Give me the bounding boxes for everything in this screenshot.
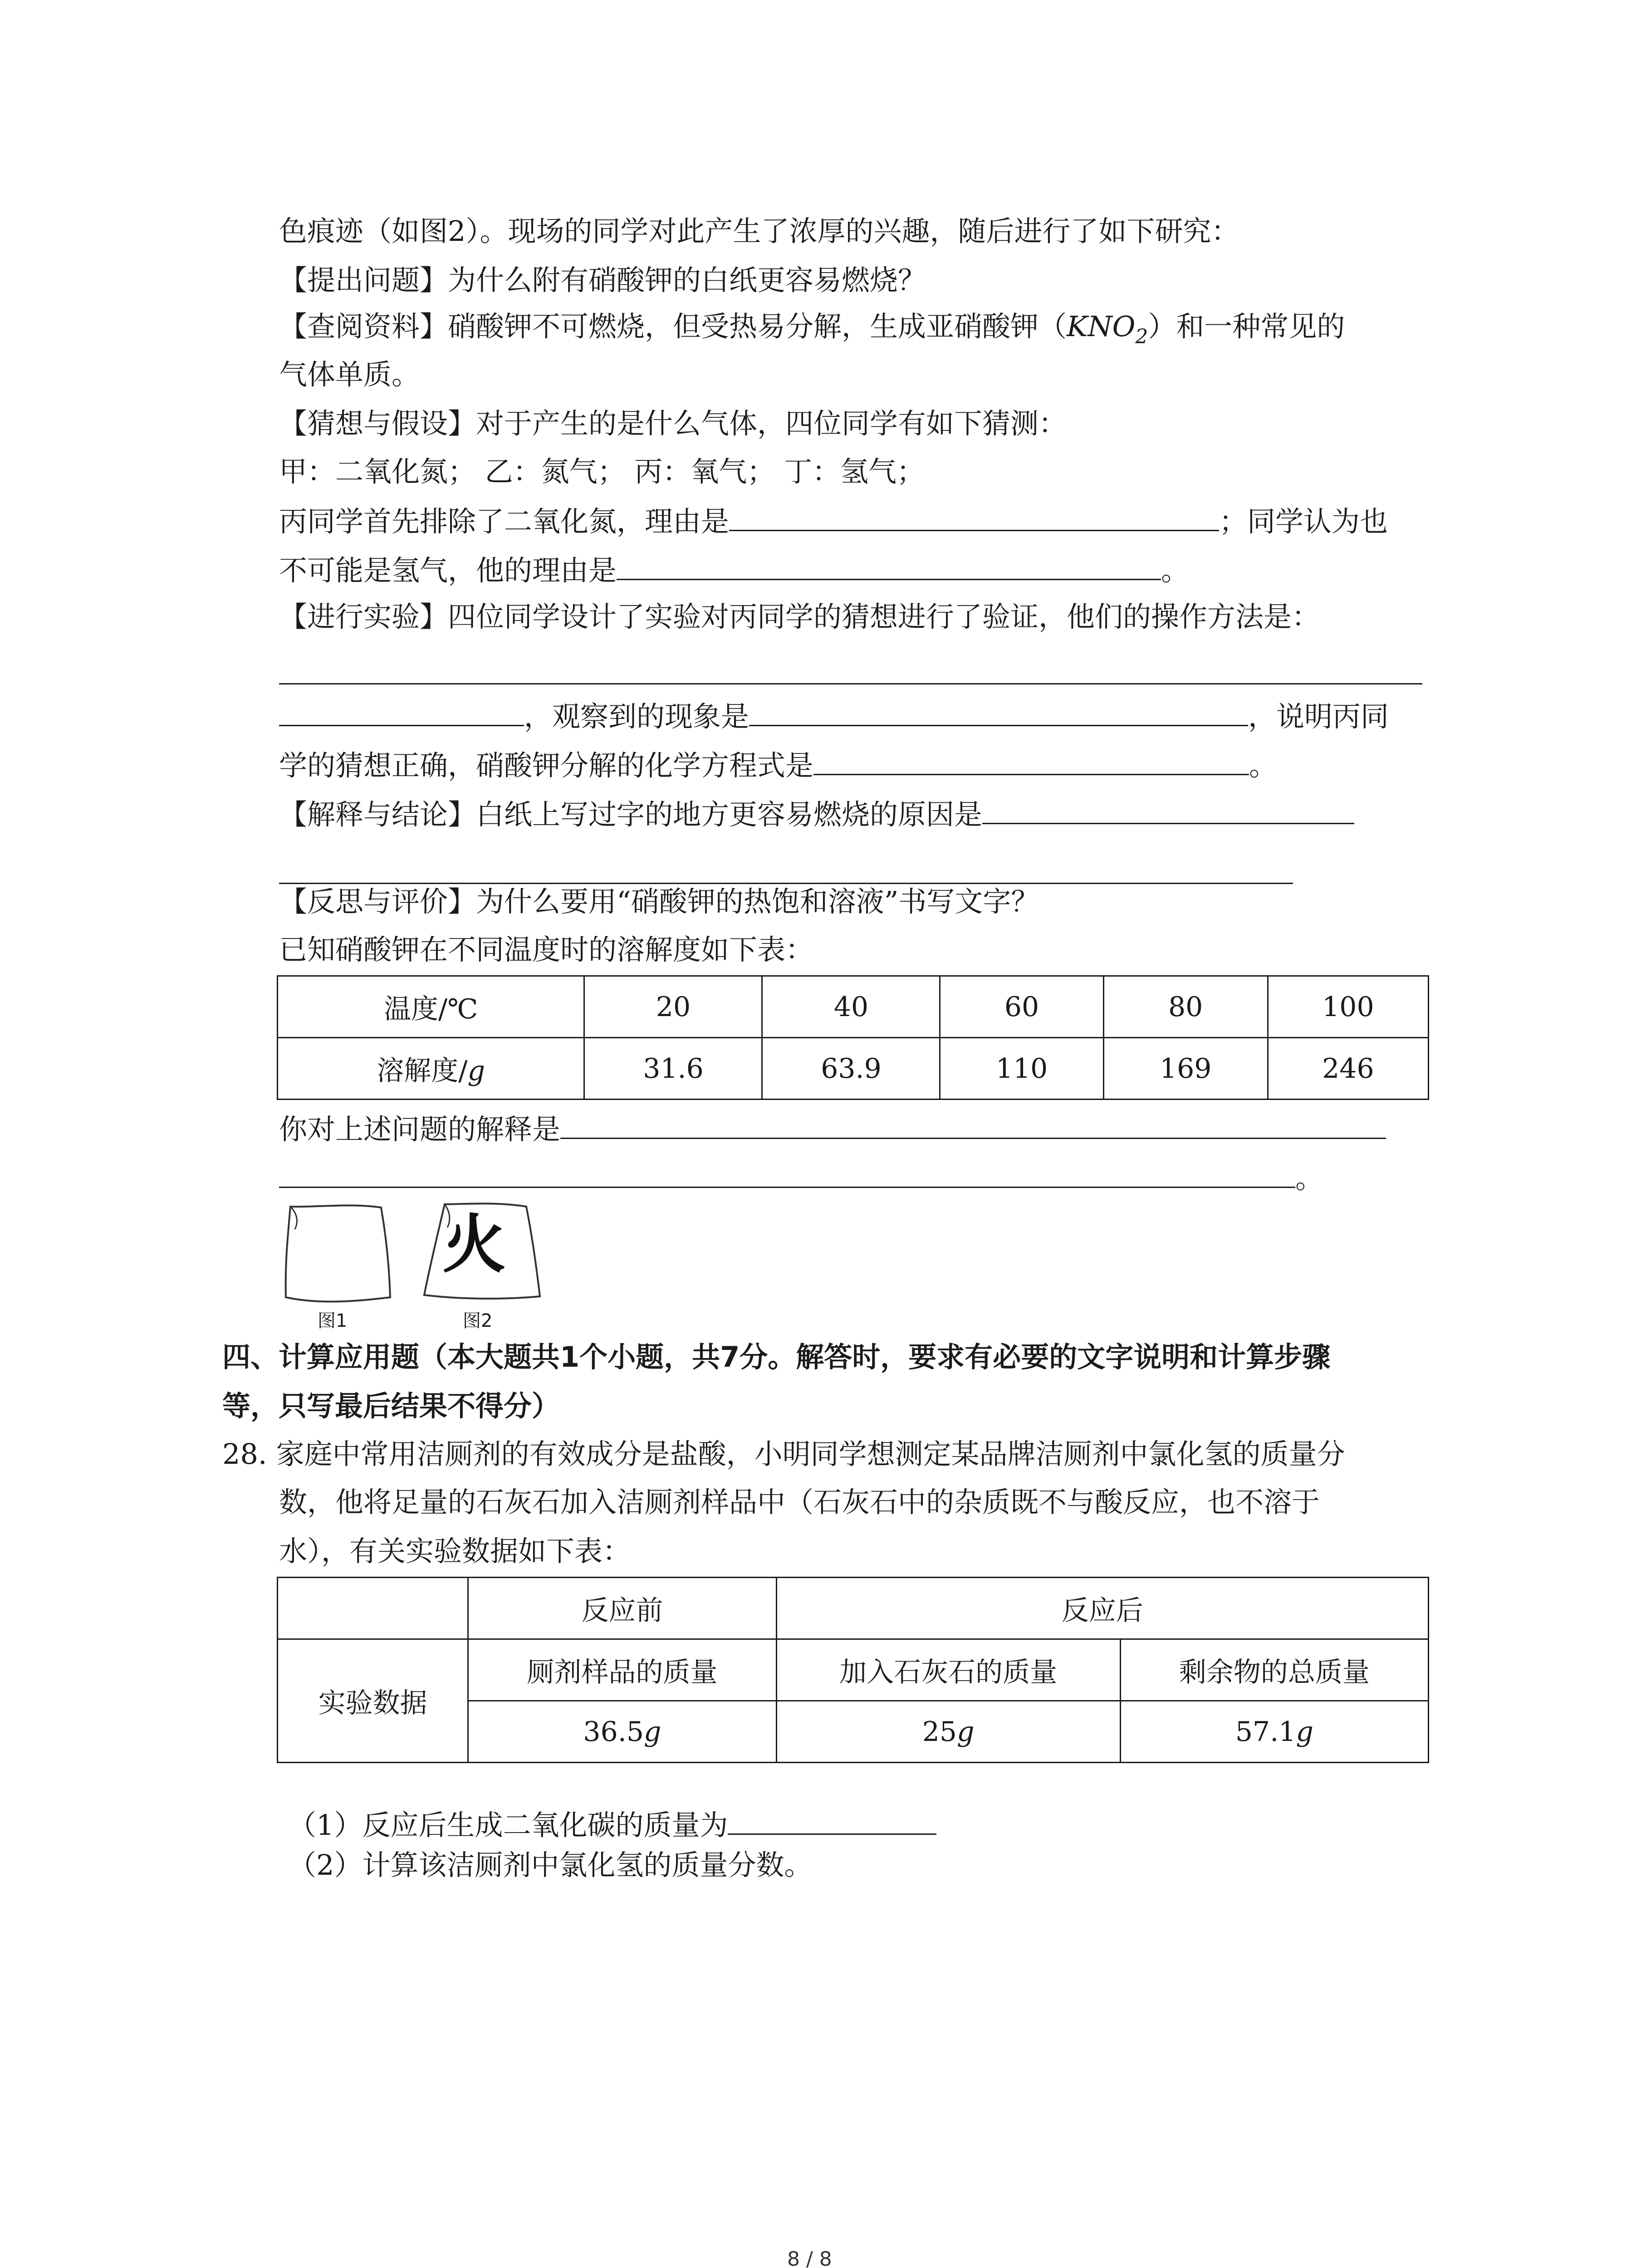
line-11a-text: 学的猜想正确，硝酸钾分解的化学方程式是 [279, 749, 814, 782]
line-10a-text: ，观察到的现象是 [524, 700, 749, 733]
answer-blank-reason-no2[interactable] [729, 502, 1219, 531]
text-line-explanation [279, 1110, 1386, 1148]
table-cell-temp: 20 [584, 976, 762, 1038]
question-28-line-2 [279, 1484, 1320, 1520]
solubility-table [277, 975, 1429, 1100]
line-7b-text: ；同学认为也 [1219, 505, 1388, 538]
line-11b-text: 。 [1249, 749, 1278, 782]
line-4-text: 气体单质。 [279, 358, 420, 391]
answer-blank-equation[interactable] [813, 746, 1249, 775]
sub-question-2 [288, 1847, 812, 1883]
table-corner-empty [278, 1578, 468, 1639]
experiment-data-table [277, 1577, 1429, 1763]
text-line-propose-question [279, 262, 926, 298]
table-cell-solubility: 246 [1268, 1038, 1428, 1100]
section-4-heading [222, 1339, 1330, 1375]
sub-question-1 [288, 1805, 936, 1843]
text-line-7 [279, 502, 1388, 540]
table-cell-remaining-mass: 57.1g [1120, 1701, 1428, 1763]
table-cell-temp: 40 [762, 976, 940, 1038]
question-28-line-1 [222, 1436, 1345, 1472]
text-line-10 [279, 697, 1389, 735]
answer-blank-co2-mass[interactable] [728, 1805, 936, 1835]
line-15-text: 你对上述问题的解释是 [279, 1113, 561, 1146]
answer-blank-operation-cont[interactable] [279, 697, 524, 726]
section-4-heading-cont [222, 1388, 560, 1424]
line-9-text: 【进行实验】四位同学设计了实验对丙同学的猜想进行了验证，他们的操作方法是： [279, 600, 1320, 633]
page-number: 8 / 8 [787, 2248, 832, 2268]
table-cell-temp: 80 [1103, 976, 1268, 1038]
text-line-16 [279, 1158, 1323, 1197]
table-cell-solubility: 110 [940, 1038, 1103, 1100]
question-28-text-3: 水），有关实验数据如下表： [279, 1535, 631, 1568]
text-line-reflection [279, 884, 1039, 920]
line-10b-text: ，说明丙同 [1248, 700, 1389, 733]
answer-blank-phenomenon[interactable] [749, 697, 1248, 726]
table-cell-temp: 60 [940, 976, 1103, 1038]
text-line-4 [279, 357, 420, 393]
line-7a-text: 丙同学首先排除了二氧化氮，理由是 [279, 505, 730, 538]
text-line-8 [279, 551, 1189, 589]
text-line-experiment [279, 599, 1320, 635]
section-4-heading-line-2: 等，只写最后结果不得分） [222, 1389, 560, 1422]
line-12-text: 【解释与结论】白纸上写过字的地方更容易燃烧的原因是 [279, 798, 983, 831]
text-line-11 [279, 746, 1277, 784]
line-8b-text: 。 [1161, 554, 1190, 587]
table-header-after: 反应后 [776, 1578, 1428, 1639]
table-row-label: 实验数据 [278, 1639, 468, 1763]
line-13-text: 【反思与评价】为什么要用“硝酸钾的热饱和溶液”书写文字？ [279, 885, 1039, 918]
question-28-text-1: 家庭中常用洁厕剂的有效成分是盐酸，小明同学想测定某品牌洁厕剂中氯化氢的质量分 [276, 1437, 1345, 1471]
table-cell-solubility: 63.9 [762, 1038, 940, 1100]
table-col-limestone-mass: 加入石灰石的质量 [776, 1639, 1120, 1701]
text-line-table-intro [279, 932, 813, 968]
table-cell-solubility: 31.6 [584, 1038, 762, 1100]
answer-blank-conclusion[interactable] [982, 795, 1354, 824]
line-1-text: 色痕迹（如图2）。现场的同学对此产生了浓厚的兴趣，随后进行了如下研究： [279, 215, 1239, 248]
sub-question-1-text: （1）反应后生成二氧化碳的质量为 [288, 1809, 728, 1842]
line-3b-text: ）和一种常见的 [1148, 310, 1345, 343]
table-header-before: 反应前 [468, 1578, 776, 1639]
answer-blank-reason-h2[interactable] [617, 551, 1161, 580]
text-line-conclusion [279, 795, 1354, 833]
line-5-text: 【猜想与假设】对于产生的是什么气体，四位同学有如下猜测： [279, 407, 1067, 440]
figure-1-caption: 图1 [318, 1310, 348, 1331]
figure-2-caption: 图2 [463, 1310, 493, 1331]
table-cell-temp: 100 [1268, 976, 1428, 1038]
table-cell-solubility: 169 [1103, 1038, 1268, 1100]
figure-2-scorched-character: 火 [442, 1208, 506, 1282]
formula-kno2: $KNO_2$ [1067, 310, 1148, 348]
table-header-temperature: 温度/℃ [278, 976, 584, 1038]
line-3a-text: 【查阅资料】硝酸钾不可燃烧，但受热易分解，生成亚硝酸钾（ [279, 310, 1067, 343]
answer-blank-operation[interactable] [279, 683, 1422, 684]
text-line-1 [279, 213, 1239, 249]
table-cell-sample-mass: 36.5g [468, 1701, 776, 1763]
table-col-remaining-mass: 剩余物的总质量 [1120, 1639, 1428, 1701]
table-col-sample-mass: 厕剂样品的质量 [468, 1639, 776, 1701]
answer-blank-explanation-cont[interactable] [279, 1158, 1295, 1188]
sub-question-2-text: （2）计算该洁厕剂中氯化氢的质量分数。 [288, 1848, 813, 1882]
line-2-text: 【提出问题】为什么附有硝酸钾的白纸更容易燃烧？ [279, 264, 926, 297]
question-28-line-3 [279, 1533, 631, 1569]
section-4-heading-line-1: 四、计算应用题（本大题共1个小题，共7分。解答时，要求有必要的文字说明和计算步骤 [222, 1340, 1331, 1374]
table-header-solubility: 溶解度/g [278, 1038, 584, 1100]
line-8a-text: 不可能是氢气，他的理由是 [279, 554, 617, 587]
question-28-text-2: 数，他将足量的石灰石加入洁厕剂样品中（石灰石中的杂质既不与酸反应，也不溶于 [279, 1486, 1320, 1519]
answer-blank-explanation[interactable] [560, 1110, 1386, 1139]
table-cell-limestone-mass: 25g [776, 1701, 1120, 1763]
text-line-guesses [279, 454, 925, 490]
text-line-hypothesis [279, 406, 1067, 442]
text-line-reference-data [279, 308, 1345, 355]
question-28-number: 28. [222, 1437, 267, 1471]
line-16-text: 。 [1295, 1162, 1324, 1195]
line-6-text: 甲：二氧化氮； 乙：氮气； 丙：氧气； 丁：氢气； [279, 455, 925, 488]
line-14-text: 已知硝酸钾在不同温度时的溶解度如下表： [279, 933, 814, 966]
